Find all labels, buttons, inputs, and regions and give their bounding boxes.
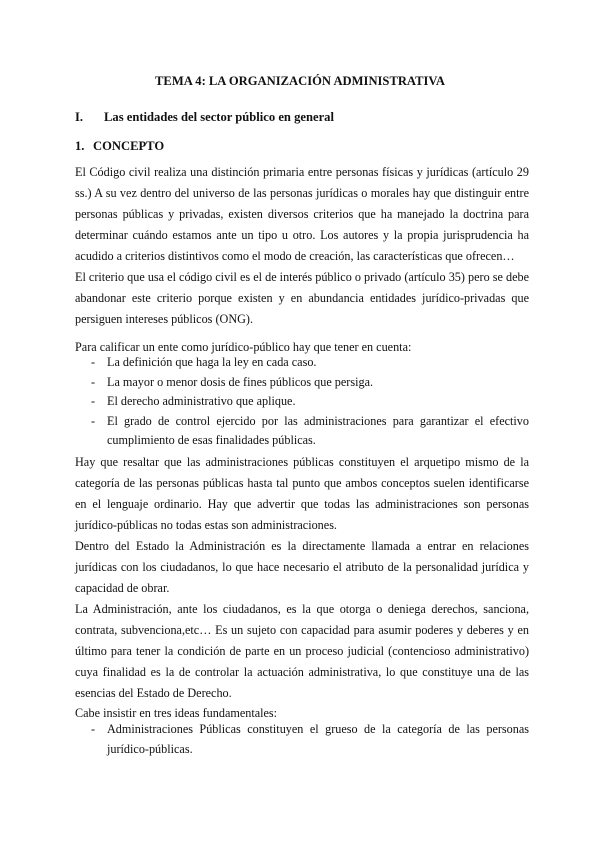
paragraph-5: Dentro del Estado la Administración es la directamente llamada a entrar en relaciones jurídicas con los ciudadanos, lo que hace necesario el atributo de la personalidad jurídica y capacidad de obrar. [75,539,529,595]
section-number: I. [75,110,84,124]
bullet-dash: - [91,355,96,369]
subsection-number: 1. [75,139,85,153]
paragraph-1: El Código civil realiza una distinción primaria entre personas físicas y jurídicas (artículo 29 ss.) A su vez dentro del universo de las personas jurídicas o morales hay que distinguir entre personas públicas y privadas, existen diversos criterios que ha manejado la doctrina para determinar cuándo estamos ante un tipo u otro. Los autores y la propia jurisprudencia ha acudido a criterios distintivos como el modo de creación, las características que ofrecen… [75,165,529,263]
criteria-list [75,353,529,451]
paragraph-2: El criterio que usa el código civil es el de interés público o privado (artículo 35) pero se debe abandonar este criterio porque existen y en abundancia entidades jurídico-privadas que persiguen intereses públicos (ONG). [75,270,529,326]
list-item: - La mayor o menor dosis de fines públicos que persiga. [75,373,529,393]
bullet-dash: - [91,413,96,428]
bullet-dash: - [91,722,96,736]
paragraph-7: Cabe insistir en tres ideas fundamentales: [75,706,278,720]
list-item: - El derecho administrativo que aplique. [75,392,529,412]
section-heading [75,110,334,125]
paragraph-3: Para calificar un ente como jurídico-público hay que tener en cuenta: [75,340,412,354]
bullet-dash: - [91,374,96,389]
list-item: - El grado de control ejercido por las administraciones para garantizar el efectivo cumplimiento de esas finalidades públicas. [91,413,529,447]
paragraph-6: La Administración, ante los ciudadanos, es la que otorga o deniega derechos, sanciona, contrata, subvenciona,etc… Es un sujeto con capacidad para asumir poderes y deberes y en último para tener la condición de parte en un proceso judicial (contencioso administrativo) cuya finalidad es la de controlar la actuación administrativa, lo que constituye una de las esencias del Estado de Derecho. [75,602,529,700]
ideas-list [75,720,529,759]
subsection-label: CONCEPTO [93,139,165,153]
subsection-heading [75,139,164,154]
list-item: - La definición que haga la ley en cada caso. [75,353,529,373]
list-item: - Administraciones Públicas constituyen el grueso de la categoría de las personas jurídico-públicas. [91,722,529,756]
document-title: TEMA 4: LA ORGANIZACIÓN ADMINISTRATIVA [155,74,445,88]
section-label: Las entidades del sector público en general [104,110,334,124]
bullet-dash: - [91,394,96,408]
paragraph-4: Hay que resaltar que las administraciones públicas constituyen el arquetipo mismo de la categoría de las personas públicas hasta tal punto que ambos conceptos suelen identificarse en el lenguaje ordinario. Hay que advertir que todas las administraciones son personas jurídico-públicas no todas estas son administraciones. [75,455,529,532]
